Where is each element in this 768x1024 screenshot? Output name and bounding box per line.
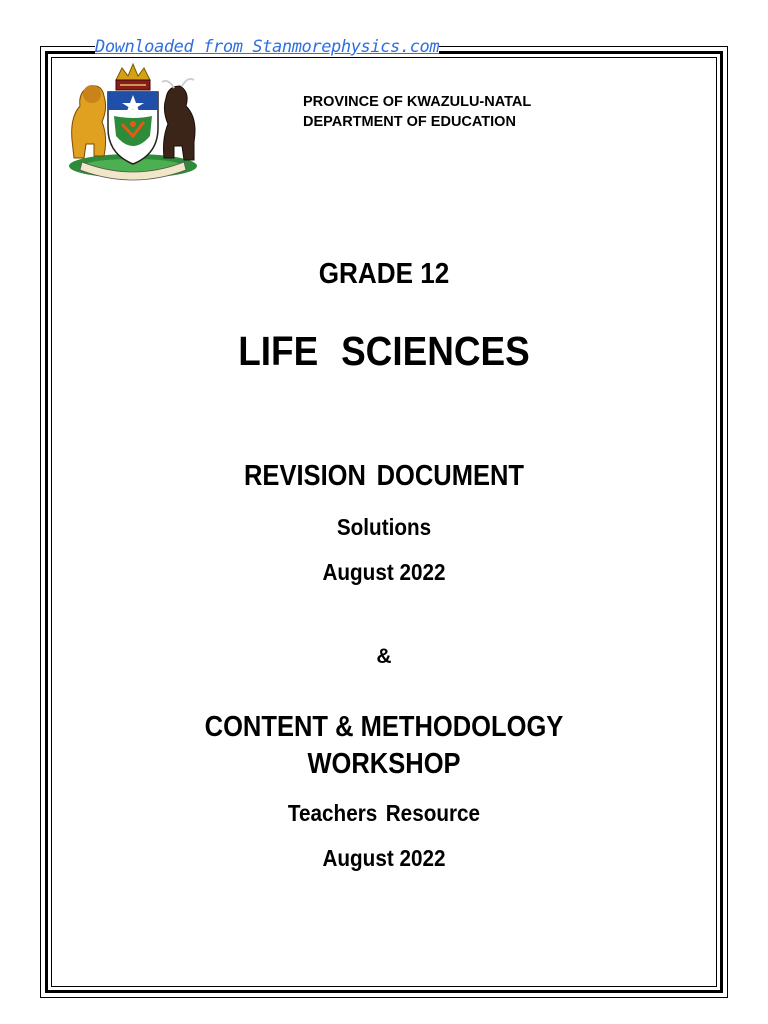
department-header	[303, 92, 531, 132]
department-name: DEPARTMENT OF EDUCATION	[303, 114, 516, 130]
revision-date: August 2022	[322, 559, 446, 585]
coat-of-arms-icon	[64, 62, 202, 184]
watermark-link[interactable]: Downloaded from Stanmorephysics.com	[95, 37, 440, 57]
workshop-subtitle: Teachers Resource	[287, 800, 481, 826]
revision-subtitle: Solutions	[336, 514, 432, 540]
grade-heading: GRADE 12	[318, 258, 450, 290]
workshop-date: August 2022	[322, 845, 446, 871]
ampersand-separator: &	[376, 645, 392, 668]
workshop-title-line2: WORKSHOP	[307, 748, 461, 780]
province-name: PROVINCE OF KWAZULU-NATAL	[303, 94, 532, 110]
subject-title: LIFE SCIENCES	[238, 328, 530, 374]
workshop-title-line1: CONTENT & METHODOLOGY	[204, 711, 564, 743]
revision-document-title: REVISION DOCUMENT	[243, 460, 525, 492]
